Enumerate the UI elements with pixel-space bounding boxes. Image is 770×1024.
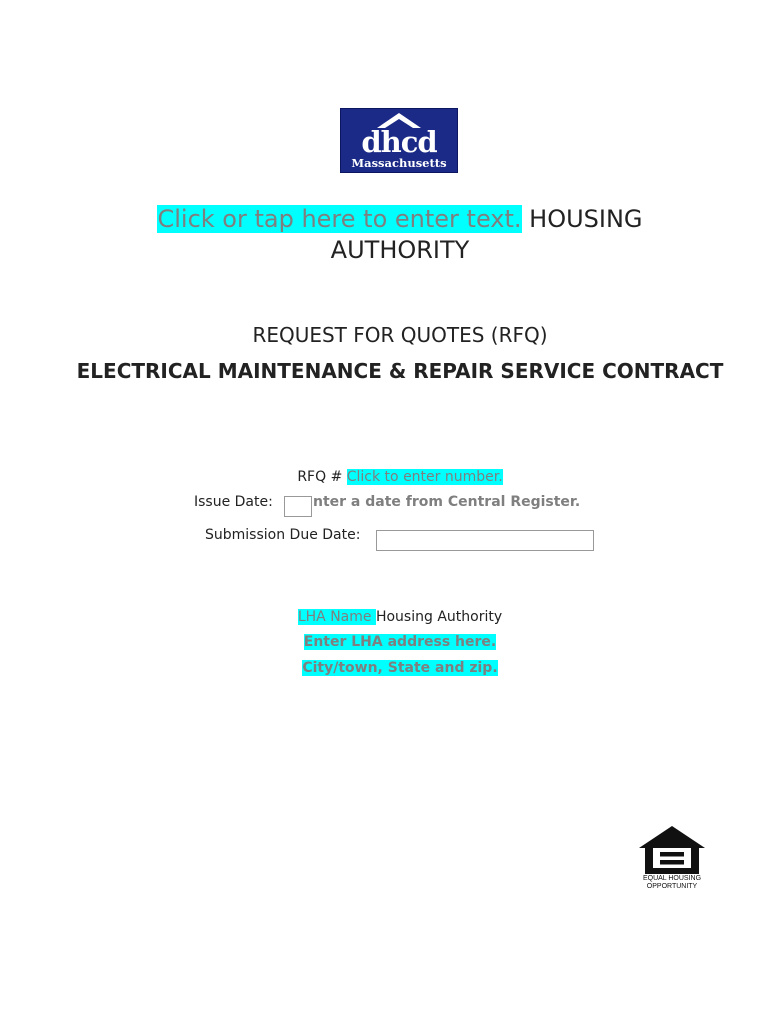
lha-name-row [0, 607, 770, 627]
issue-date-checkbox[interactable] [284, 496, 312, 517]
housing-authority-suffix: HOUSING AUTHORITY [330, 205, 643, 264]
lha-address-row [0, 632, 770, 652]
dhcd-logo [340, 108, 458, 173]
equal-housing-opportunity-label [632, 875, 712, 891]
submission-due-date-input[interactable] [376, 530, 594, 551]
rfq-number-row [0, 467, 770, 487]
lha-city-row [0, 658, 770, 678]
lha-address-field[interactable]: Enter LHA address here. [303, 634, 497, 650]
issue-date-field[interactable]: nter a date from Central Register. [313, 494, 581, 510]
lha-name-suffix: Housing Authority [375, 609, 503, 625]
rfq-heading: REQUEST FOR QUOTES (RFQ) [252, 323, 548, 347]
lha-city-field[interactable]: City/town, State and zip. [302, 660, 498, 676]
logo-main-text: dhcd [361, 125, 437, 159]
submission-due-date-label: Submission Due Date: [205, 527, 361, 543]
lha-name-field[interactable]: LHA Name [297, 609, 376, 625]
housing-authority-name-field[interactable]: Click or tap here to enter text. [157, 205, 522, 233]
issue-date-label: Issue Date: [194, 494, 273, 510]
contract-heading: ELECTRICAL MAINTENANCE & REPAIR SERVICE CONTRACT [76, 359, 724, 383]
eho-label-line1: EQUAL HOUSING [642, 875, 702, 882]
rfq-number-field[interactable]: Click to enter number. [346, 469, 503, 485]
eho-label-line2: OPPORTUNITY [646, 883, 698, 890]
logo-sub-text: Massachusetts [351, 156, 447, 170]
rfq-number-label: RFQ # [297, 469, 347, 485]
housing-authority-title [100, 204, 700, 266]
